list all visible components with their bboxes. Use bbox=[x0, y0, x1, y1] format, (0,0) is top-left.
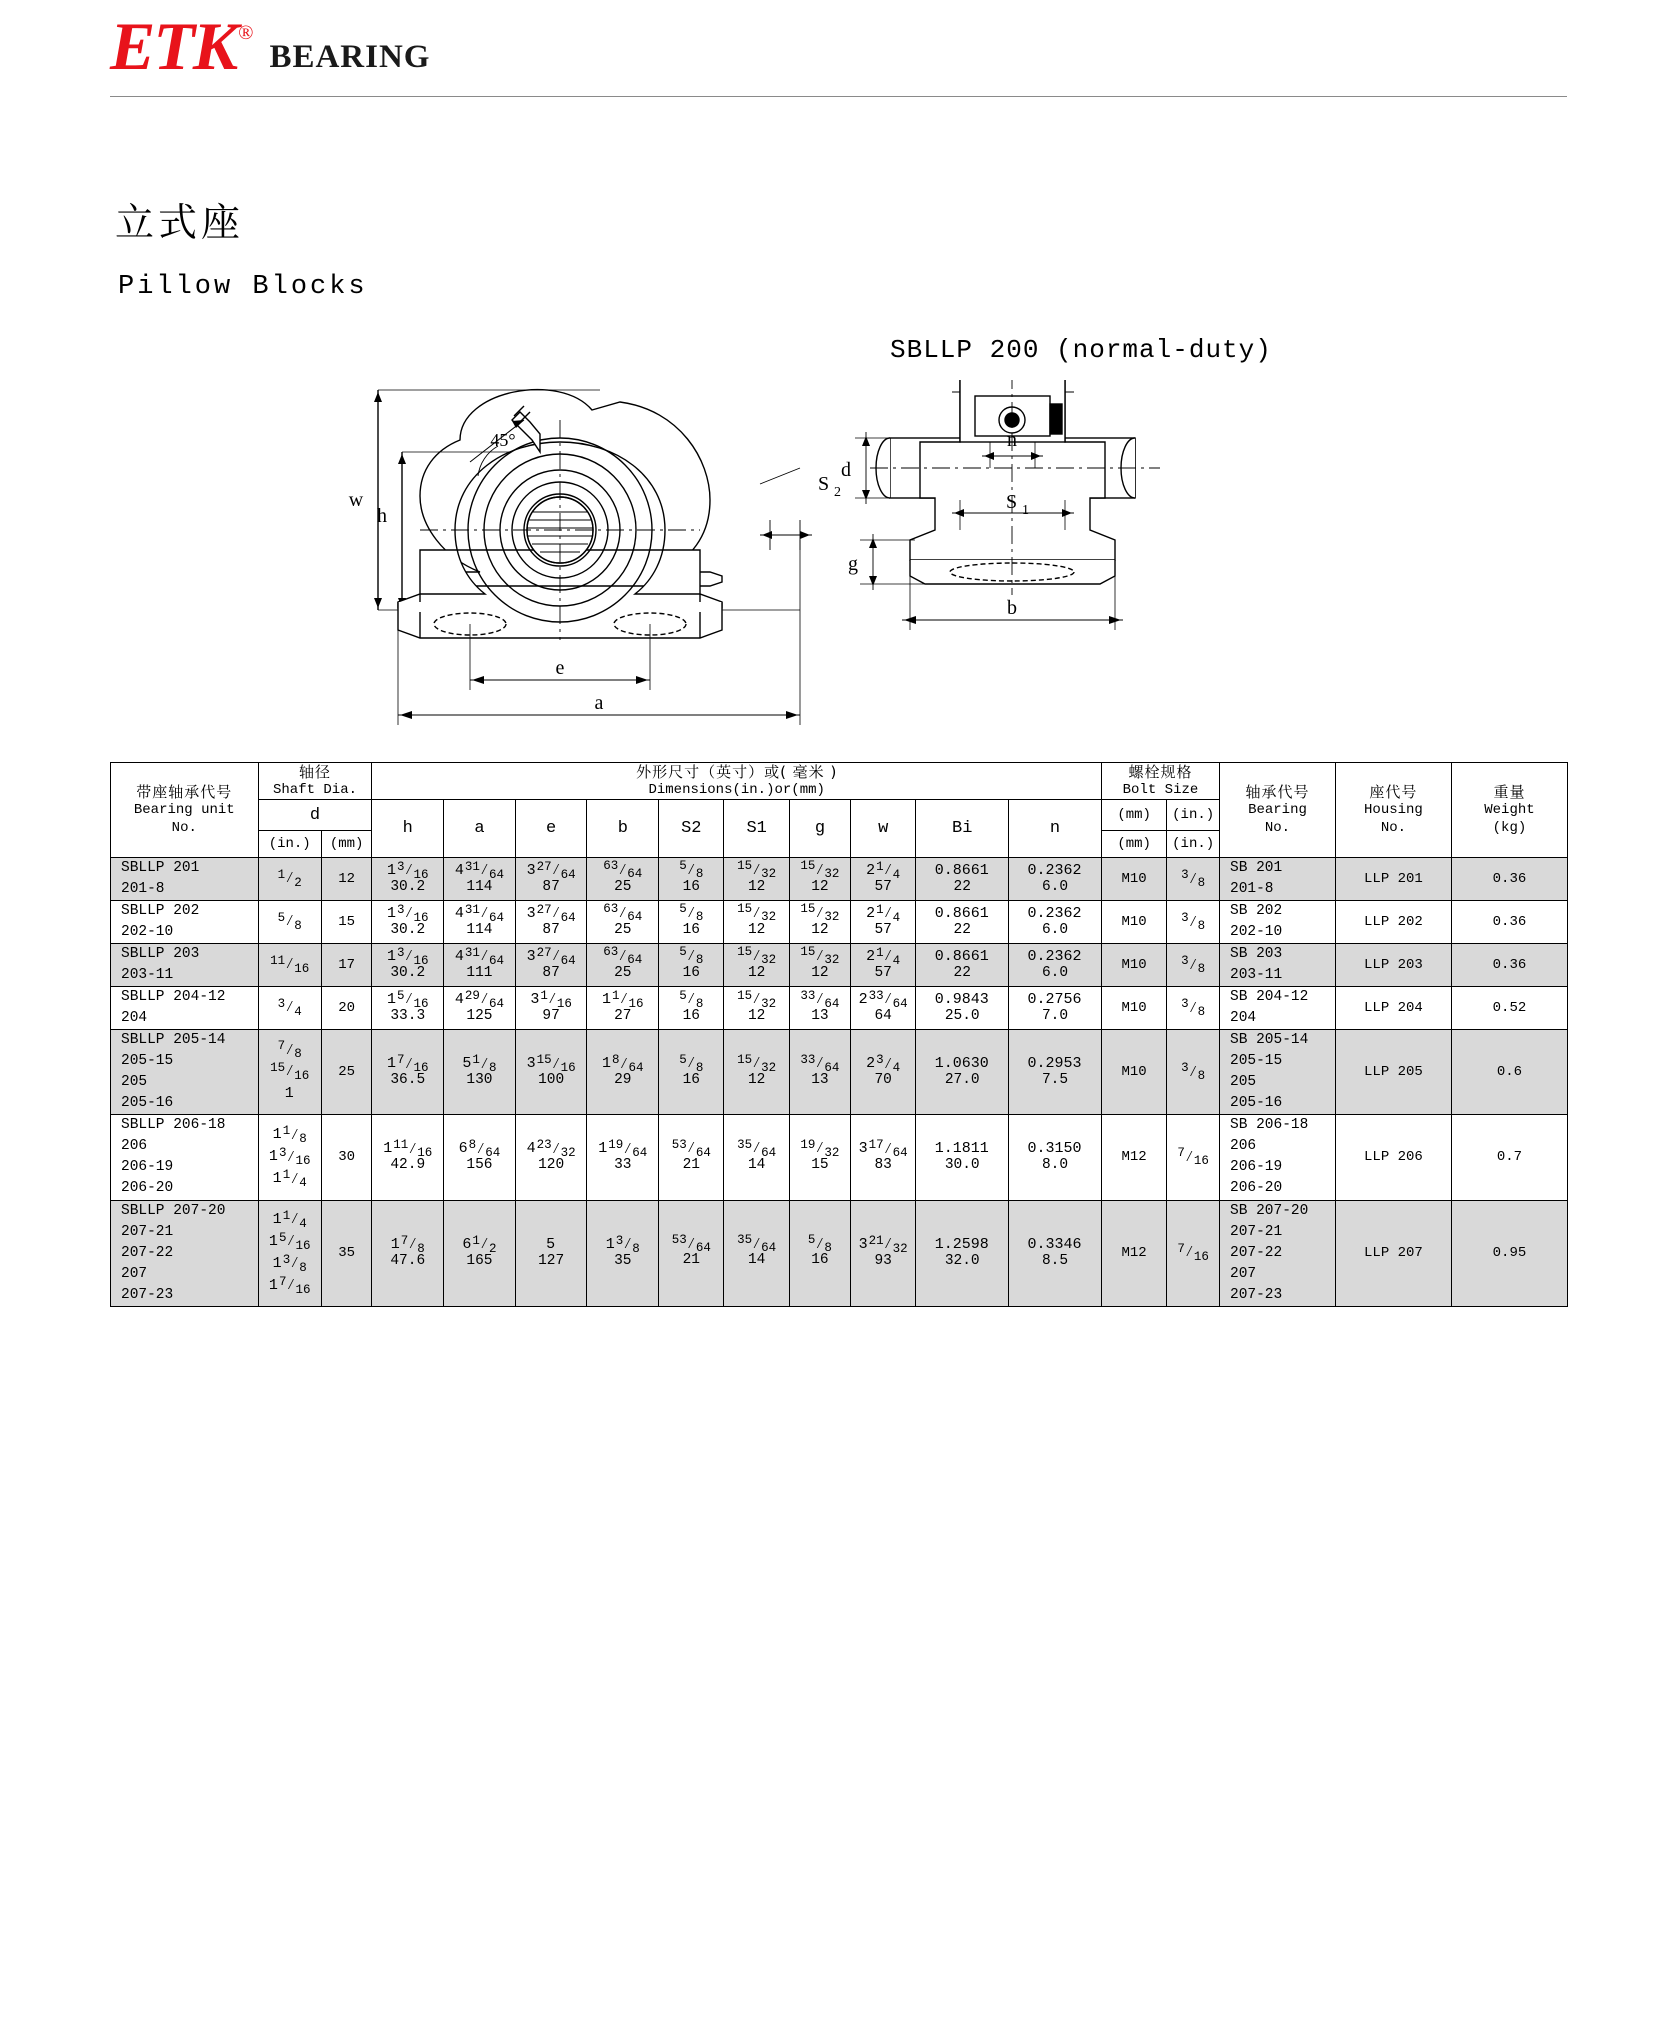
cell-shaft-d-in bbox=[258, 1115, 321, 1200]
cell-housing-no: LLP 203 bbox=[1335, 944, 1451, 987]
dim-h-value: 1 7 ⁄ 16 36.5 bbox=[386, 1052, 429, 1088]
dim-s1-value: 35 ⁄ 64 14 bbox=[737, 1137, 777, 1173]
cell-dim-s2 bbox=[659, 944, 724, 987]
cell-bolt-in: 3 ⁄ 8 bbox=[1167, 858, 1220, 901]
dimensions-table bbox=[110, 762, 1568, 1307]
table-row bbox=[111, 987, 1568, 1030]
dim-s2-value: 53 ⁄ 64 21 bbox=[671, 1137, 711, 1173]
dim-s1-value: 35 ⁄ 64 14 bbox=[737, 1233, 777, 1269]
cell-dim-a bbox=[444, 1115, 516, 1200]
dim-e-value: 3 15 ⁄ 16 100 bbox=[526, 1052, 576, 1088]
table-row bbox=[111, 944, 1568, 987]
cell-dim-s1 bbox=[724, 858, 789, 901]
th-housing-no-cn: 座代号 bbox=[1369, 783, 1418, 802]
cell-dim-a bbox=[444, 944, 516, 987]
dim-n-value: 0.2953 7.5 bbox=[1027, 1054, 1082, 1088]
bearing-unit-values: SBLLP 204-12 204 bbox=[121, 989, 226, 1027]
th-dim-h: h bbox=[372, 800, 444, 858]
cell-dim-e bbox=[515, 944, 587, 987]
cell-bolt-in: 3 ⁄ 8 bbox=[1167, 987, 1220, 1030]
th-dimensions-cn: 外形尺寸（英寸）或( 毫米 ) bbox=[636, 763, 838, 781]
cell-housing-no: LLP 205 bbox=[1335, 1030, 1451, 1115]
page-title-en: Pillow Blocks bbox=[118, 272, 368, 302]
cell-bearing-no bbox=[1220, 858, 1336, 901]
cell-dim-h bbox=[372, 901, 444, 944]
dim-e-value: 3 27 ⁄ 64 87 bbox=[526, 902, 576, 938]
cell-dim-h bbox=[372, 1115, 444, 1200]
table-row bbox=[111, 858, 1568, 901]
cell-dim-g bbox=[789, 901, 850, 944]
cell-dim-s2 bbox=[659, 987, 724, 1030]
cell-dim-bi bbox=[916, 901, 1009, 944]
cell-weight: 0.7 bbox=[1451, 1115, 1567, 1200]
cell-dim-s1 bbox=[724, 901, 789, 944]
dim-w-value: 2 3 ⁄ 4 70 bbox=[866, 1052, 901, 1088]
cell-dim-n bbox=[1009, 1200, 1102, 1306]
shaft-d-in-values: 5 ⁄ 8 bbox=[277, 911, 302, 934]
cell-shaft-d-mm: 15 bbox=[321, 901, 372, 944]
cell-bearing-unit bbox=[111, 987, 259, 1030]
label-e: e bbox=[555, 657, 565, 679]
th-bearing-unit-en1: Bearing unit bbox=[133, 802, 235, 818]
cell-dim-g bbox=[789, 858, 850, 901]
cell-dim-b bbox=[587, 858, 659, 901]
bearing-no-values: SB 203 203-11 bbox=[1230, 946, 1283, 984]
cell-bolt-mm: M10 bbox=[1101, 858, 1166, 901]
th-dim-w: w bbox=[850, 800, 915, 858]
cell-dim-e bbox=[515, 858, 587, 901]
cell-bolt-mm: M10 bbox=[1101, 1030, 1166, 1115]
cell-housing-no: LLP 202 bbox=[1335, 901, 1451, 944]
dim-n-value: 0.3150 8.0 bbox=[1027, 1140, 1082, 1173]
drawing-svg bbox=[0, 380, 1677, 760]
bearing-unit-values: SBLLP 203 203-11 bbox=[121, 946, 200, 984]
shaft-d-in-values: 11 ⁄ 16 bbox=[270, 954, 310, 977]
cell-bearing-no bbox=[1220, 987, 1336, 1030]
label-g: g bbox=[848, 553, 858, 575]
th-weight-en1: Weight bbox=[1484, 802, 1535, 818]
cell-shaft-d-mm: 12 bbox=[321, 858, 372, 901]
th-shaft-mm: (mm) bbox=[321, 831, 372, 858]
cell-shaft-d-mm: 17 bbox=[321, 944, 372, 987]
dim-a-value: 4 31 ⁄ 64 114 bbox=[454, 902, 504, 938]
cell-dim-n bbox=[1009, 901, 1102, 944]
cell-dim-h bbox=[372, 1200, 444, 1306]
th-dim-n: n bbox=[1009, 800, 1102, 858]
cell-bolt-mm: M12 bbox=[1101, 1200, 1166, 1306]
dim-g-value: 15 ⁄ 32 12 bbox=[800, 902, 840, 938]
th-bearing-unit-cn: 带座轴承代号 bbox=[136, 783, 233, 802]
shaft-d-in-values: 3 ⁄ 4 bbox=[277, 997, 302, 1020]
table-row bbox=[111, 1115, 1568, 1200]
th-weight bbox=[1451, 763, 1567, 858]
label-n: n bbox=[1007, 429, 1017, 451]
th-bearing-unit-en2: No. bbox=[171, 819, 197, 836]
cell-bearing-unit bbox=[111, 1200, 259, 1306]
dim-s1-value: 15 ⁄ 32 12 bbox=[737, 988, 777, 1024]
cell-dim-g bbox=[789, 987, 850, 1030]
dim-n-value: 0.2756 7.0 bbox=[1027, 990, 1082, 1024]
th-shaft-in: (in.) bbox=[258, 831, 321, 858]
dim-w-value: 3 21 ⁄ 32 93 bbox=[858, 1233, 908, 1269]
cell-dim-b bbox=[587, 1115, 659, 1200]
cell-dim-g bbox=[789, 1030, 850, 1115]
cell-bolt-mm: M12 bbox=[1101, 1115, 1166, 1200]
dim-b-value: 1 8 ⁄ 64 29 bbox=[602, 1052, 644, 1088]
dim-g-value: 5 ⁄ 8 16 bbox=[807, 1233, 832, 1269]
cell-dim-bi bbox=[916, 1030, 1009, 1115]
cell-dim-n bbox=[1009, 1115, 1102, 1200]
dim-n-value: 0.2362 6.0 bbox=[1027, 904, 1082, 938]
dim-s1-value: 15 ⁄ 32 12 bbox=[737, 1052, 777, 1088]
cell-bolt-in: 7 ⁄ 16 bbox=[1167, 1115, 1220, 1200]
dim-w-value: 2 1 ⁄ 4 57 bbox=[866, 859, 901, 895]
dim-a-value: 6 8 ⁄ 64 156 bbox=[458, 1137, 501, 1174]
bearing-no-values: SB 204-12 204 bbox=[1230, 989, 1309, 1027]
label-angle: 45° bbox=[490, 430, 516, 450]
header-divider bbox=[110, 96, 1567, 97]
th-bolt-in-2: (in.) bbox=[1167, 831, 1220, 858]
page-title-cn: 立式座 bbox=[115, 201, 245, 246]
dim-bi-value: 1.0630 27.0 bbox=[934, 1054, 989, 1088]
cell-dim-w bbox=[850, 1200, 915, 1306]
dim-a-value: 4 29 ⁄ 64 125 bbox=[454, 988, 504, 1024]
cell-bearing-no bbox=[1220, 1030, 1336, 1115]
cell-weight: 0.52 bbox=[1451, 987, 1567, 1030]
cell-bearing-unit bbox=[111, 858, 259, 901]
dim-e-value: 5 127 bbox=[538, 1235, 565, 1269]
dim-b-value: 63 ⁄ 64 25 bbox=[603, 859, 643, 895]
shaft-d-in-values: 1 1 ⁄ 4 1 5 ⁄ 16 1 3 ⁄ 8 1 7 ⁄ 16 bbox=[268, 1209, 311, 1298]
cell-housing-no: LLP 207 bbox=[1335, 1200, 1451, 1306]
shaft-d-in-values: 7 ⁄ 8 15 ⁄ 16 1 bbox=[270, 1039, 310, 1103]
label-a: a bbox=[594, 692, 604, 714]
cell-dim-n bbox=[1009, 944, 1102, 987]
dim-w-value: 2 1 ⁄ 4 57 bbox=[866, 945, 901, 981]
cell-dim-h bbox=[372, 858, 444, 901]
cell-dim-g bbox=[789, 1115, 850, 1200]
th-bolt-size-en: Bolt Size bbox=[1122, 781, 1199, 798]
cell-dim-s2 bbox=[659, 1030, 724, 1115]
cell-bolt-in: 3 ⁄ 8 bbox=[1167, 944, 1220, 987]
page-header bbox=[0, 0, 1677, 108]
dim-s2-value: 5 ⁄ 8 16 bbox=[679, 859, 704, 895]
cell-housing-no: LLP 201 bbox=[1335, 858, 1451, 901]
th-dim-a: a bbox=[444, 800, 516, 858]
th-shaft-dia-en: Shaft Dia. bbox=[273, 781, 358, 798]
cell-dim-a bbox=[444, 858, 516, 901]
dim-w-value: 2 33 ⁄ 64 64 bbox=[858, 988, 908, 1024]
cell-shaft-d-in bbox=[258, 901, 321, 944]
cell-dim-s2 bbox=[659, 1200, 724, 1306]
cell-dim-a bbox=[444, 1200, 516, 1306]
dim-e-value: 3 27 ⁄ 64 87 bbox=[526, 859, 576, 895]
th-dim-s2: S2 bbox=[659, 800, 724, 858]
cell-dim-bi bbox=[916, 987, 1009, 1030]
bearing-unit-values: SBLLP 206-18 206 206-19 206-20 bbox=[121, 1117, 226, 1197]
cell-dim-n bbox=[1009, 858, 1102, 901]
th-bolt-size-cn: 螺栓规格 bbox=[1128, 763, 1193, 781]
cell-bolt-in: 3 ⁄ 8 bbox=[1167, 901, 1220, 944]
cell-dim-w bbox=[850, 944, 915, 987]
dim-n-value: 0.2362 6.0 bbox=[1027, 947, 1082, 981]
shaft-d-in-values: 1 ⁄ 2 bbox=[277, 868, 302, 891]
cell-bearing-unit bbox=[111, 1030, 259, 1115]
cell-bearing-no bbox=[1220, 944, 1336, 987]
cell-shaft-d-in bbox=[258, 987, 321, 1030]
cell-dim-h bbox=[372, 987, 444, 1030]
cell-dim-s1 bbox=[724, 987, 789, 1030]
cell-weight: 0.36 bbox=[1451, 944, 1567, 987]
table-row bbox=[111, 1030, 1568, 1115]
registered-mark-icon: ® bbox=[238, 22, 254, 44]
cell-bolt-mm: M10 bbox=[1101, 944, 1166, 987]
cell-dim-e bbox=[515, 901, 587, 944]
cell-dim-a bbox=[444, 1030, 516, 1115]
cell-weight: 0.36 bbox=[1451, 858, 1567, 901]
label-b: b bbox=[1007, 597, 1017, 619]
th-weight-cn: 重量 bbox=[1493, 783, 1526, 802]
table-row bbox=[111, 1200, 1568, 1306]
dim-g-value: 15 ⁄ 32 12 bbox=[800, 945, 840, 981]
label-h: h bbox=[377, 505, 387, 527]
label-s2-sub: 2 bbox=[834, 485, 841, 500]
th-dimensions bbox=[372, 763, 1102, 800]
dim-s2-value: 5 ⁄ 8 16 bbox=[679, 945, 704, 981]
cell-dim-w bbox=[850, 1030, 915, 1115]
th-dim-b: b bbox=[587, 800, 659, 858]
label-s2: S bbox=[818, 473, 830, 495]
dim-a-value: 6 1 ⁄ 2 165 bbox=[462, 1233, 497, 1269]
dim-h-value: 1 3 ⁄ 16 30.2 bbox=[386, 902, 429, 938]
cell-dim-b bbox=[587, 1200, 659, 1306]
dim-n-value: 0.2362 6.0 bbox=[1027, 861, 1082, 895]
cell-bolt-in: 7 ⁄ 16 bbox=[1167, 1200, 1220, 1306]
label-w: w bbox=[348, 489, 364, 511]
cell-dim-e bbox=[515, 1115, 587, 1200]
dim-e-value: 4 23 ⁄ 32 120 bbox=[526, 1137, 576, 1174]
cell-weight: 0.36 bbox=[1451, 901, 1567, 944]
brand-logo bbox=[110, 8, 431, 84]
dim-s2-value: 5 ⁄ 8 16 bbox=[679, 902, 704, 938]
cell-dim-e bbox=[515, 1030, 587, 1115]
dim-b-value: 63 ⁄ 64 25 bbox=[603, 945, 643, 981]
dim-bi-value: 1.2598 32.0 bbox=[934, 1235, 989, 1269]
dim-bi-value: 0.8661 22 bbox=[934, 904, 989, 938]
cell-dim-bi bbox=[916, 1200, 1009, 1306]
dim-s2-value: 5 ⁄ 8 16 bbox=[679, 1052, 704, 1088]
bearing-no-values: SB 201 201-8 bbox=[1230, 860, 1283, 898]
dim-g-value: 15 ⁄ 32 12 bbox=[800, 859, 840, 895]
dim-n-value: 0.3346 8.5 bbox=[1027, 1235, 1082, 1269]
label-s1-sub: 1 bbox=[1022, 503, 1029, 518]
bearing-no-values: SB 202 202-10 bbox=[1230, 903, 1283, 941]
th-dim-s1: S1 bbox=[724, 800, 789, 858]
th-housing-no-en2: No. bbox=[1380, 819, 1407, 836]
bearing-no-values: SB 207-20 207-21 207-22 207 207-23 bbox=[1230, 1202, 1309, 1303]
cell-weight: 0.95 bbox=[1451, 1200, 1567, 1306]
shaft-d-in-values: 1 1 ⁄ 8 1 3 ⁄ 16 1 1 ⁄ 4 bbox=[268, 1124, 311, 1191]
cell-dim-b bbox=[587, 944, 659, 987]
cell-dim-s1 bbox=[724, 1115, 789, 1200]
cell-dim-s1 bbox=[724, 944, 789, 987]
dim-bi-value: 1.1811 30.0 bbox=[934, 1140, 989, 1173]
cell-dim-g bbox=[789, 944, 850, 987]
dim-b-value: 1 19 ⁄ 64 33 bbox=[598, 1137, 648, 1174]
th-bolt-mm: (mm) bbox=[1101, 800, 1166, 831]
th-dim-bi: Bi bbox=[916, 800, 1009, 858]
cell-dim-b bbox=[587, 901, 659, 944]
dim-a-value: 5 1 ⁄ 8 130 bbox=[462, 1052, 497, 1088]
cell-weight: 0.6 bbox=[1451, 1030, 1567, 1115]
dim-s1-value: 15 ⁄ 32 12 bbox=[737, 859, 777, 895]
th-shaft-dia-cn: 轴径 bbox=[299, 763, 332, 781]
bearing-unit-values: SBLLP 207-20 207-21 207-22 207 207-23 bbox=[121, 1202, 226, 1303]
cell-housing-no: LLP 206 bbox=[1335, 1115, 1451, 1200]
dim-h-value: 1 3 ⁄ 16 30.2 bbox=[386, 859, 429, 895]
dim-h-value: 1 11 ⁄ 16 42.9 bbox=[383, 1137, 433, 1174]
th-bearing-no-cn: 轴承代号 bbox=[1245, 783, 1310, 802]
cell-bolt-mm: M10 bbox=[1101, 987, 1166, 1030]
series-title: SBLLP 200 (normal-duty) bbox=[890, 335, 1272, 365]
cell-dim-bi bbox=[916, 1115, 1009, 1200]
cell-dim-s2 bbox=[659, 901, 724, 944]
th-shaft-dia bbox=[258, 763, 372, 800]
th-bearing-no-en2: No. bbox=[1264, 819, 1291, 836]
dim-g-value: 33 ⁄ 64 13 bbox=[800, 1052, 840, 1088]
cell-dim-w bbox=[850, 858, 915, 901]
cell-shaft-d-in bbox=[258, 858, 321, 901]
th-dim-g: g bbox=[789, 800, 850, 858]
dim-s2-value: 53 ⁄ 64 21 bbox=[671, 1233, 711, 1269]
dim-bi-value: 0.8661 22 bbox=[934, 861, 989, 895]
logo-text: ETK bbox=[110, 8, 237, 84]
cell-bolt-in: 3 ⁄ 8 bbox=[1167, 1030, 1220, 1115]
dim-e-value: 3 27 ⁄ 64 87 bbox=[526, 945, 576, 981]
cell-dim-w bbox=[850, 1115, 915, 1200]
dim-b-value: 1 1 ⁄ 16 27 bbox=[602, 988, 644, 1024]
bearing-no-values: SB 205-14 205-15 205 205-16 bbox=[1230, 1032, 1309, 1112]
dim-g-value: 33 ⁄ 64 13 bbox=[800, 988, 840, 1024]
th-dimensions-en: Dimensions(in.)or(mm) bbox=[648, 781, 825, 798]
th-bearing-no bbox=[1220, 763, 1336, 858]
dim-h-value: 1 3 ⁄ 16 30.2 bbox=[386, 945, 429, 981]
dim-s2-value: 5 ⁄ 8 16 bbox=[679, 988, 704, 1024]
bearing-unit-values: SBLLP 201 201-8 bbox=[121, 860, 200, 898]
th-bearing-unit bbox=[111, 763, 259, 858]
cell-bearing-no bbox=[1220, 901, 1336, 944]
cell-bearing-no bbox=[1220, 1200, 1336, 1306]
cell-housing-no: LLP 204 bbox=[1335, 987, 1451, 1030]
cell-bearing-unit bbox=[111, 944, 259, 987]
dim-bi-value: 0.8661 22 bbox=[934, 947, 989, 981]
cell-shaft-d-mm: 35 bbox=[321, 1200, 372, 1306]
cell-dim-h bbox=[372, 1030, 444, 1115]
cell-dim-s1 bbox=[724, 1030, 789, 1115]
cell-bolt-mm: M10 bbox=[1101, 901, 1166, 944]
cell-dim-w bbox=[850, 901, 915, 944]
dim-b-value: 63 ⁄ 64 25 bbox=[603, 902, 643, 938]
th-bolt-size bbox=[1101, 763, 1219, 800]
cell-shaft-d-mm: 30 bbox=[321, 1115, 372, 1200]
cell-dim-bi bbox=[916, 858, 1009, 901]
table-body bbox=[111, 858, 1568, 1306]
cell-shaft-d-in bbox=[258, 944, 321, 987]
dim-a-value: 4 31 ⁄ 64 114 bbox=[454, 859, 504, 895]
cell-shaft-d-in bbox=[258, 1200, 321, 1306]
dim-h-value: 1 5 ⁄ 16 33.3 bbox=[386, 988, 429, 1024]
cell-dim-n bbox=[1009, 1030, 1102, 1115]
cell-dim-s2 bbox=[659, 1115, 724, 1200]
th-housing-no-en1: Housing bbox=[1364, 802, 1423, 818]
table-row bbox=[111, 901, 1568, 944]
dim-w-value: 3 17 ⁄ 64 83 bbox=[858, 1137, 908, 1174]
cell-dim-s1 bbox=[724, 1200, 789, 1306]
cell-bearing-unit bbox=[111, 1115, 259, 1200]
cell-dim-s2 bbox=[659, 858, 724, 901]
cell-shaft-d-mm: 20 bbox=[321, 987, 372, 1030]
th-housing-no bbox=[1335, 763, 1451, 858]
cell-shaft-d-in bbox=[258, 1030, 321, 1115]
dim-s1-value: 15 ⁄ 32 12 bbox=[737, 902, 777, 938]
cell-shaft-d-mm: 25 bbox=[321, 1030, 372, 1115]
bearing-unit-values: SBLLP 205-14 205-15 205 205-16 bbox=[121, 1032, 226, 1112]
th-bolt-mm-2: (mm) bbox=[1101, 831, 1166, 858]
dim-bi-value: 0.9843 25.0 bbox=[934, 990, 989, 1024]
th-bolt-in: (in.) bbox=[1167, 800, 1220, 831]
dim-s1-value: 15 ⁄ 32 12 bbox=[737, 945, 777, 981]
th-shaft-d: d bbox=[258, 800, 372, 831]
dim-h-value: 1 7 ⁄ 8 47.6 bbox=[390, 1233, 426, 1269]
th-weight-en2: (kg) bbox=[1492, 819, 1527, 836]
bearing-unit-values: SBLLP 202 202-10 bbox=[121, 903, 200, 941]
dim-g-value: 19 ⁄ 32 15 bbox=[800, 1137, 840, 1173]
technical-drawings bbox=[0, 380, 1677, 760]
th-bearing-no-en1: Bearing bbox=[1248, 802, 1307, 818]
dimensions-table-wrap bbox=[110, 762, 1568, 1307]
cell-bearing-unit bbox=[111, 901, 259, 944]
cell-dim-b bbox=[587, 987, 659, 1030]
bearing-no-values: SB 206-18 206 206-19 206-20 bbox=[1230, 1117, 1309, 1197]
dim-e-value: 3 1 ⁄ 16 97 bbox=[530, 988, 572, 1024]
cell-bearing-no bbox=[1220, 1115, 1336, 1200]
cell-dim-a bbox=[444, 987, 516, 1030]
th-dim-e: e bbox=[515, 800, 587, 858]
dim-b-value: 1 3 ⁄ 8 35 bbox=[605, 1233, 640, 1269]
dim-w-value: 2 1 ⁄ 4 57 bbox=[866, 902, 901, 938]
cell-dim-bi bbox=[916, 944, 1009, 987]
cell-dim-e bbox=[515, 987, 587, 1030]
cell-dim-e bbox=[515, 1200, 587, 1306]
cell-dim-g bbox=[789, 1200, 850, 1306]
label-d: d bbox=[841, 459, 851, 481]
cell-dim-w bbox=[850, 987, 915, 1030]
cell-dim-n bbox=[1009, 987, 1102, 1030]
cell-dim-a bbox=[444, 901, 516, 944]
dim-a-value: 4 31 ⁄ 64 111 bbox=[454, 945, 504, 981]
cell-dim-h bbox=[372, 944, 444, 987]
label-s1: S bbox=[1006, 491, 1018, 513]
logo-subtitle: BEARING bbox=[269, 39, 431, 75]
cell-dim-b bbox=[587, 1030, 659, 1115]
